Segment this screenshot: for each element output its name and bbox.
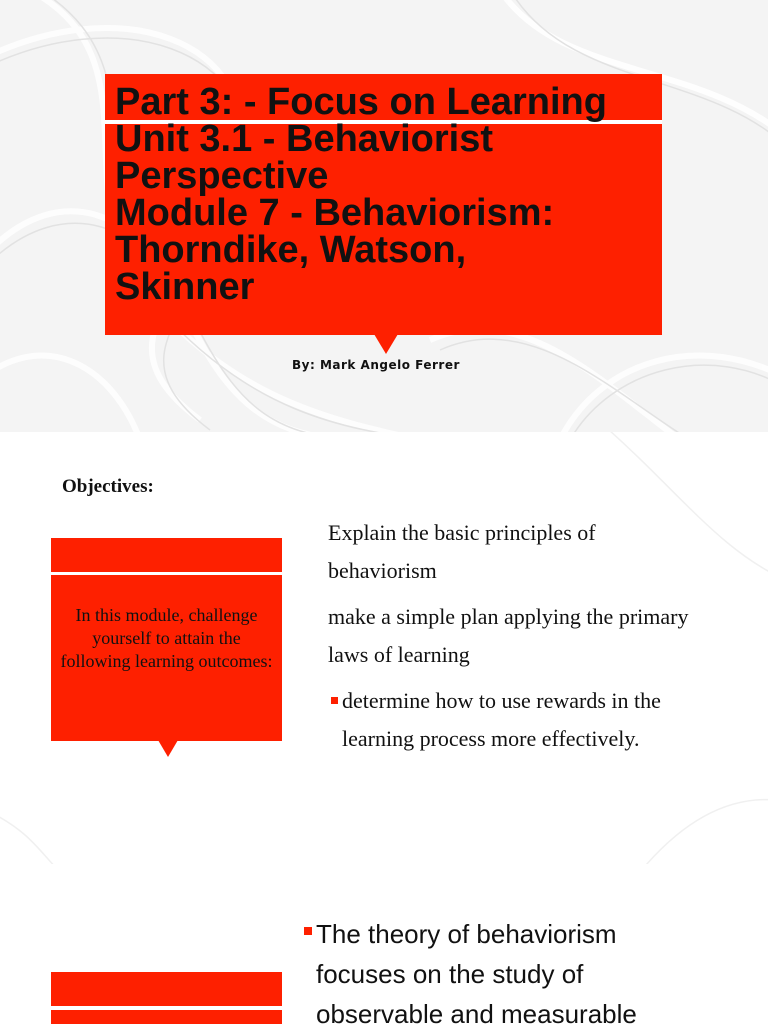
- objectives-list: [328, 514, 708, 766]
- author-credit: By: Mark Angelo Ferrer: [292, 358, 460, 372]
- title-line-3: Perspective: [115, 155, 329, 197]
- theory-line-3: observable and measurable: [316, 999, 637, 1024]
- banner-pointer: [374, 334, 398, 354]
- square-bullet-icon: [331, 697, 338, 704]
- title-line-6: Skinner: [115, 266, 255, 308]
- title-line-2: Unit 3.1 - Behaviorist: [115, 118, 493, 160]
- theory-line-1: The theory of behaviorism: [316, 919, 617, 949]
- theory-line-2: focuses on the study of: [316, 959, 584, 989]
- theory-text: [304, 914, 724, 1024]
- slide-title: [115, 81, 755, 308]
- intro-box-text: In this module, challenge yourself to attain the following learning outcomes:: [60, 605, 273, 671]
- intro-box-divider: [51, 572, 282, 575]
- objective-item-bulleted: [328, 682, 708, 758]
- intro-box-pointer: [158, 740, 178, 757]
- objective-item: Explain the basic principles of behaviorism: [328, 520, 596, 583]
- title-line-4: Module 7 - Behaviorism:: [115, 192, 555, 234]
- objective-text: determine how to use rewards in the learning process more effectively.: [342, 688, 661, 751]
- objectives-heading: Objectives:: [62, 476, 154, 497]
- theory-banner: [51, 972, 282, 1024]
- title-line-5: Thorndike, Watson,: [115, 229, 467, 271]
- objectives-slide: [0, 432, 768, 864]
- objective-item: make a simple plan applying the primary laws of learning: [328, 604, 689, 667]
- theory-banner-divider: [51, 1006, 282, 1010]
- title-slide: [0, 0, 768, 432]
- theory-slide: [0, 864, 768, 1024]
- title-line-1: Part 3: - Focus on Learning: [115, 81, 607, 123]
